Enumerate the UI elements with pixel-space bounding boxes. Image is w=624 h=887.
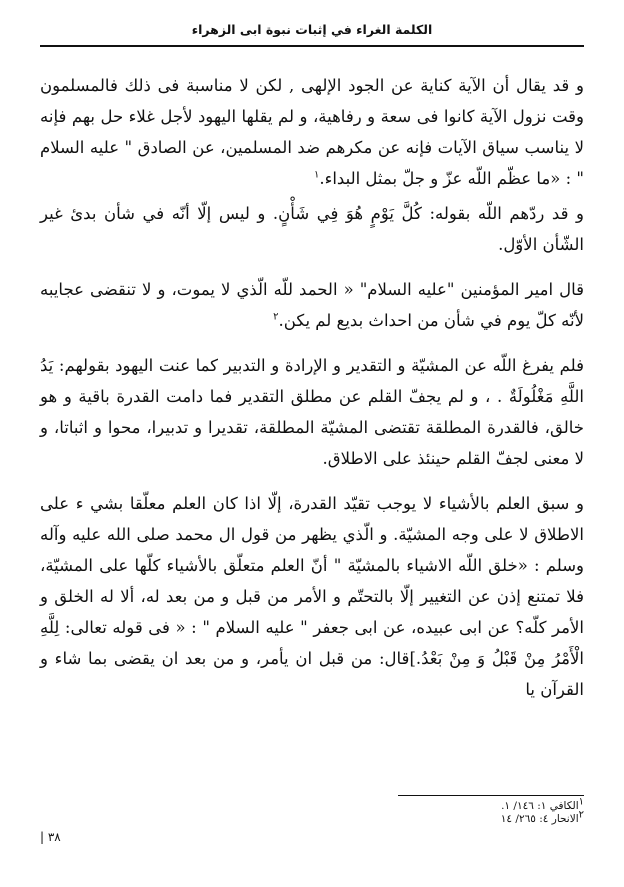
footnote: ١الكافي ١: ١٤٦/ ١. [501,796,584,812]
footnote-ref[interactable]: ١ [313,169,320,181]
footnote-ref[interactable]: ٢ [273,311,279,323]
header-rule [40,45,584,47]
footnote: ٢الانحار ٤: ٢٦٥/ ١٤ [500,809,584,825]
body-text [40,70,584,719]
paragraph: و سبق العلم بالأشياء لا يوجب تقيّد القدرة، إلّا اذا كان العلم معلّقا بشي ء على الاطلاق لا على وجه المشيّة. و الّذي يظهر من قول ال محمد صلى الله عليه وآله وسلم : «خلق اللّه الاشياء بالمشيّة " أنّ العلم متعلّق بالأشياء كلّها على المشيّة، فلا تمتنع إذن عن التغيير إلّا بالتحتّم و الأمر من قبل و من بعد له، ألا له الخلق و الأمر كلّه؟ عن ابى عبيده، عن ابى جعفر " عليه السلام " : « فى قوله تعالى: لِلَّهِ الْأَمْرُ مِنْ قَبْلُ وَ مِنْ بَعْدُ.]قال: من قبل ان يأمر، و من بعد ان يقضى بما شاء و القرآن يا [40,494,584,699]
paragraph: فلم يفرغ اللّه عن المشيّة و التقدير و الإرادة و التدبير كما عنت اليهود بقولهم: يَدُ اللَّهِ مَغْلُولَةٌ . ، و لم يجفّ القلم عن مطلق التقدير فما دامت القدرة باقية و هو خالق، فالقدرة المطلقة تقتضى المشيّة المطلقة، تقديرا و تدبيرا، محوا و اثباتا، و لا معنى لجفّ القلم حينئذ على الاطلاق. [40,356,584,468]
page-header-title: الكلمة الغراء في إثبات نبوة ابى الزهراء [191,22,433,37]
paragraph: قال امير المؤمنين "عليه السلام" « الحمد للّه الّذي لا يموت، و لا تنقضى عجايبه لأنّه كلّ يوم في شأن من احداث بديع لم يكن.$^٢$ [40,280,584,330]
paragraph: و قد يقال أن الآية كناية عن الجود الإلهى , لكن لا مناسبة فى ذلك فالمسلمون وقت نزول الآية كانوا فى سعة و رفاهية، و لم يقلها اليهود لأجل غلاء حل بهم فإنه لا يناسب سياق الآيات فإنه عن مكرهم ضد المسلمين، عن الصادق " عليه السلام " : «ما عظّم اللّه عزّ و جلّ بمثل البداء.$^١$ [40,76,584,188]
page-number: ٣٨ | [40,830,61,844]
footnotes [398,796,584,826]
paragraph: و قد ردّهم اللّه بقوله: كُلَّ يَوْمٍ هُوَ فِي شَأْنٍ. و ليس إلّا أنّه في شأن بدئ غير الشّأن الأوّل. [40,204,584,254]
footnote-rule [398,795,584,796]
